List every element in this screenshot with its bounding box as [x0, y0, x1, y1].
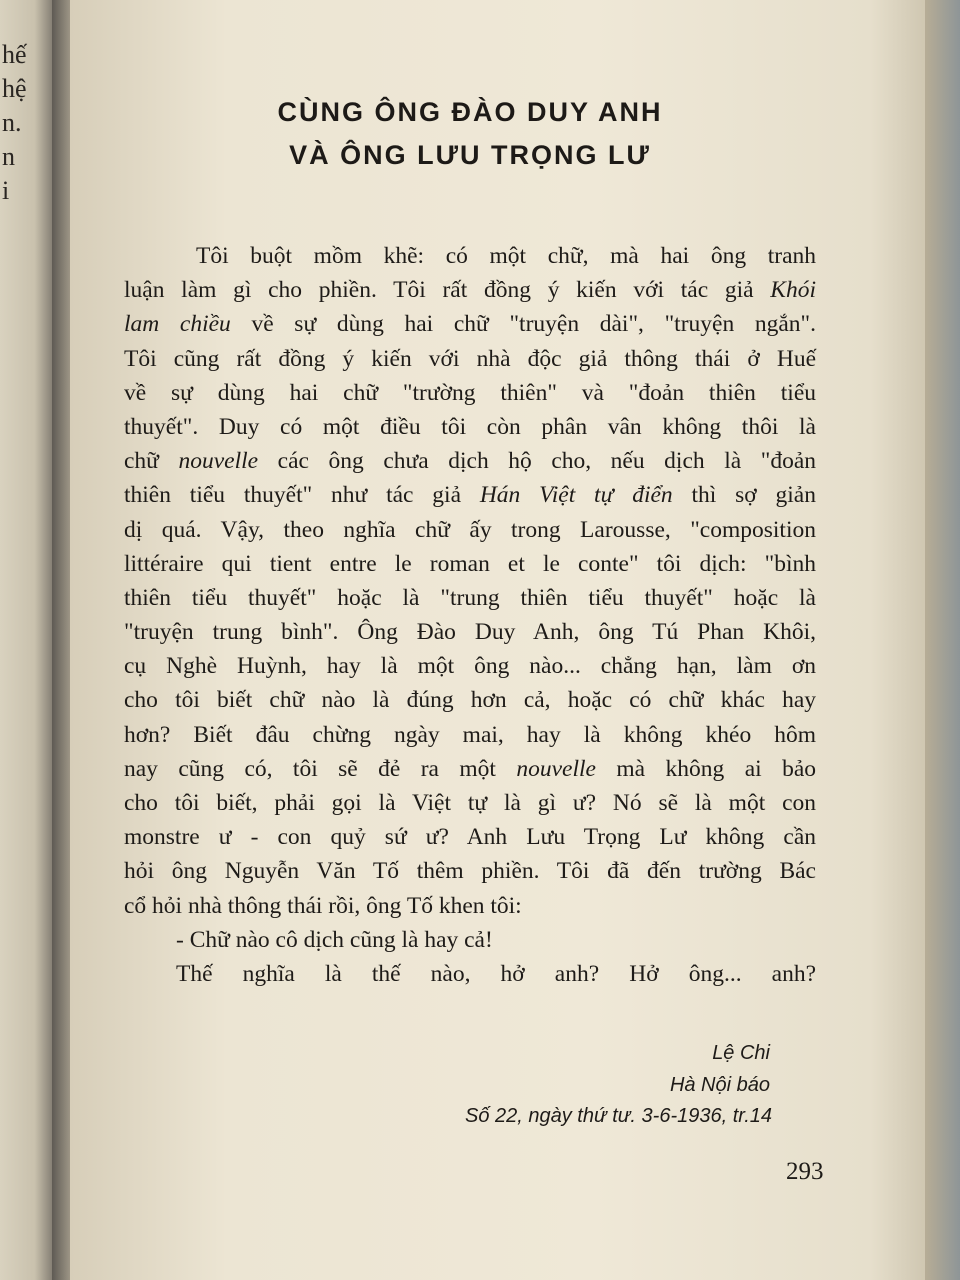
facing-page-text: n — [2, 142, 15, 171]
page-edge — [925, 0, 960, 1280]
text-line: hỏi ông Nguyễn Văn Tố thêm phiền. Tôi đã đến trường Bác — [124, 858, 816, 885]
text-line: monstre ư - con quỷ sứ ư? Anh Lưu Trọng Lư không cần — [124, 824, 816, 851]
facing-page — [0, 0, 58, 1280]
facing-page-text: hệ — [2, 74, 27, 103]
signature-publication: Hà Nội báo — [669, 1074, 770, 1096]
text-line: cổ hỏi nhà thông thái rồi, ông Tố khen tôi: — [124, 892, 522, 919]
text-line: về sự dùng hai chữ "trường thiên" và "đoản thiên tiểu — [124, 379, 816, 406]
signature-issue: Số 22, ngày thứ tư. 3-6-1936, tr.14 — [464, 1105, 772, 1127]
text-line: luận làm gì cho phiền. Tôi rất đồng ý kiến với tác giả Khói — [124, 277, 816, 304]
text-line: dị quá. Vậy, theo nghĩa chữ ấy trong Larousse, "composition — [124, 516, 816, 543]
text-line: cụ Nghè Huỳnh, hay là một ông nào... chẳng hạn, làm ơn — [124, 653, 816, 680]
paragraph — [124, 239, 816, 991]
facing-page-text: i — [2, 176, 10, 205]
signature-author: Lệ Chi — [712, 1042, 770, 1064]
quote-line: - Chữ nào cô dịch cũng là hay cả! — [176, 926, 493, 953]
page-number: 293 — [786, 1158, 824, 1185]
text-line: thuyết". Duy có một điều tôi còn phân vân không thôi là — [124, 413, 816, 440]
text-line: littéraire qui tient entre le roman et le conte" tôi dịch: "bình — [124, 550, 816, 577]
page-title-line-1: CÙNG ÔNG ĐÀO DUY ANH — [277, 97, 663, 127]
text-line: thiên tiểu thuyết" hoặc là "trung thiên tiểu thuyết" hoặc là — [124, 584, 816, 611]
facing-page-text: hế — [2, 40, 27, 69]
text-line: Tôi buột mồm khẽ: có một chữ, mà hai ông tranh — [196, 243, 816, 269]
text-line: cho tôi biết, phải gọi là Việt tự là gì ư? Nó sẽ là một con — [124, 790, 816, 816]
text-line: lam chiều về sự dùng hai chữ "truyện dài", "truyện ngắn". — [124, 311, 817, 338]
text-line: chữ nouvelle các ông chưa dịch hộ cho, nếu dịch là "đoản — [124, 448, 816, 475]
text-line: nay cũng có, tôi sẽ đẻ ra một nouvelle mà không ai bảo — [124, 755, 816, 782]
text-line: cho tôi biết chữ nào là đúng hơn cả, hoặc có chữ khác hay — [124, 687, 816, 714]
closing-line: Thế nghĩa là thế nào, hở anh? Hở ông... anh? — [176, 960, 816, 987]
page-title-line-2: VÀ ÔNG LƯU TRỌNG LƯ — [289, 140, 651, 170]
text-line: thiên tiểu thuyết" như tác giả Hán Việt tự điển thì sợ giản — [124, 482, 816, 509]
text-line: "truyện trung bình". Ông Đào Duy Anh, ông Tú Phan Khôi, — [124, 619, 816, 646]
text-line: hơn? Biết đâu chừng ngày mai, hay là không khéo hôm — [124, 721, 816, 748]
article-body — [124, 239, 816, 991]
text-line: Tôi cũng rất đồng ý kiến với nhà độc giả thông thái ở Huế — [124, 345, 816, 372]
facing-page-text: n. — [2, 108, 22, 137]
